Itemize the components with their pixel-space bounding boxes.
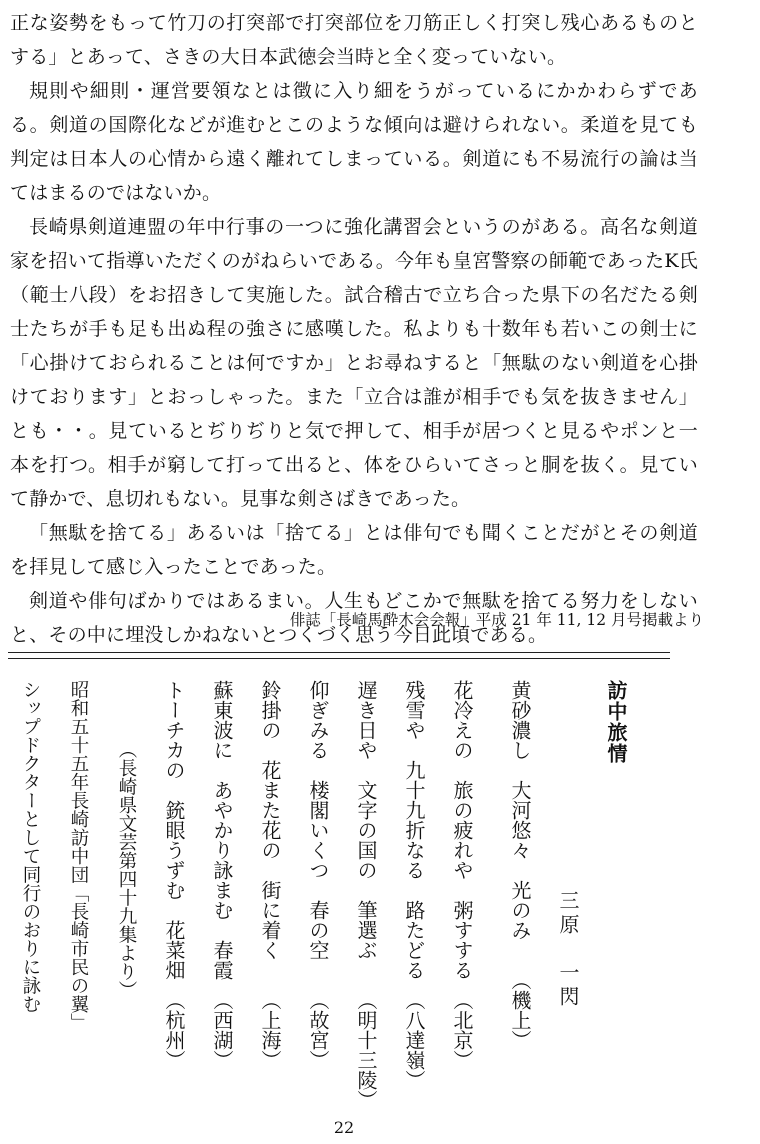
- paragraph-3: 長崎県剣道連盟の年中行事の一つに強化講習会というのがある。高名な剣道家を招いて指導いただくのがねらいである。今年も皇宮警察の師範であったK氏（範士八段）をお招きして実施した。試合稽古で立ち合った県下の名だたる剣士たちが手も足も出ぬ程の強さに感嘆した。私よりも十数年も若いこの剣士に「心掛けておられることは何ですか」とお尋ねすると「無駄のない剣道を心掛けております」とおっしゃった。また「立合は誰が相手でも気を抜きません」とも・・。見ているとぢりぢりと気で押して、相手が居つくと見るやポンと一本を打つ。相手が窮して打って出ると、体をひらいてさっと胴を抜く。見ていて静かで、息切れもない。見事な剣さばきであった。: [10, 216, 698, 510]
- poem-occasion-note-2: シップドクターとして同行のおりに詠む: [20, 680, 41, 1013]
- poem-line: 遅き日や 文字の国の 筆選ぶ （明十三陵）: [354, 680, 378, 1110]
- divider-top: [8, 652, 670, 653]
- poem-line: 蘇東波に あやかり詠まむ 春霞 （西湖）: [210, 680, 234, 1070]
- essay-body: [10, 6, 698, 652]
- paragraph-2: 規則や細則・運営要領なとは徴に入り細をうがっているにかかわらずである。剣道の国際化などが進むとこのような傾向は避けられない。柔道を見ても判定は日本人の心情から遠く離れてしまっている。剣道にも不易流行の論は当てはまるのではないか。: [10, 80, 698, 204]
- poem-line: 鈴掛の 花また花の 街に着く （上海）: [258, 680, 282, 1070]
- source-citation: 俳誌「長崎馬酔木会会報」平成 21 年 11, 12 月号掲載より: [289, 611, 704, 629]
- poem-line: 花冷えの 旅の疲れや 粥すする （北京）: [450, 680, 474, 1070]
- poem-section: [20, 680, 640, 1110]
- poem-occasion-note: 昭和五十五年長崎訪中団「長崎市民の翼」: [68, 680, 89, 1032]
- poem-line: トーチカの 銃眼うずむ 花菜畑 （杭州）: [162, 680, 186, 1070]
- paragraph-1: 正な姿勢をもって竹刀の打突部で打突部位を刀筋正しく打突し残心あるものとする」とあって、さきの大日本武徳会当時と全く変っていない。: [10, 12, 698, 68]
- poem-author: 三原 一閃: [556, 890, 580, 1010]
- poem-line: 黄砂濃し 大河悠々 光のみ （機上）: [508, 680, 532, 1050]
- page-number: 22: [333, 1118, 355, 1137]
- divider-bottom: [8, 658, 670, 659]
- poem-line: 仰ぎみる 楼閣いくつ 春の空 （故宮）: [306, 680, 330, 1070]
- poem-title: 訪中旅情: [604, 680, 628, 764]
- poem-source-note: （長崎県文芸第四十九集より）: [116, 740, 137, 999]
- paragraph-4: 「無駄を捨てる」あるいは「捨てる」とは俳句でも聞くことだがとその剣道を拝見して感じ入ったことであった。: [10, 522, 698, 578]
- paragraph-5: 剣道や俳句ばかりではあるまい。人生もどこかで無駄を捨てる努力をしないと、その中に埋没しかねないとつくづく思う今日此頃である。: [10, 590, 698, 646]
- poem-line: 残雪や 九十九折なる 路たどる （八達嶺）: [402, 680, 426, 1090]
